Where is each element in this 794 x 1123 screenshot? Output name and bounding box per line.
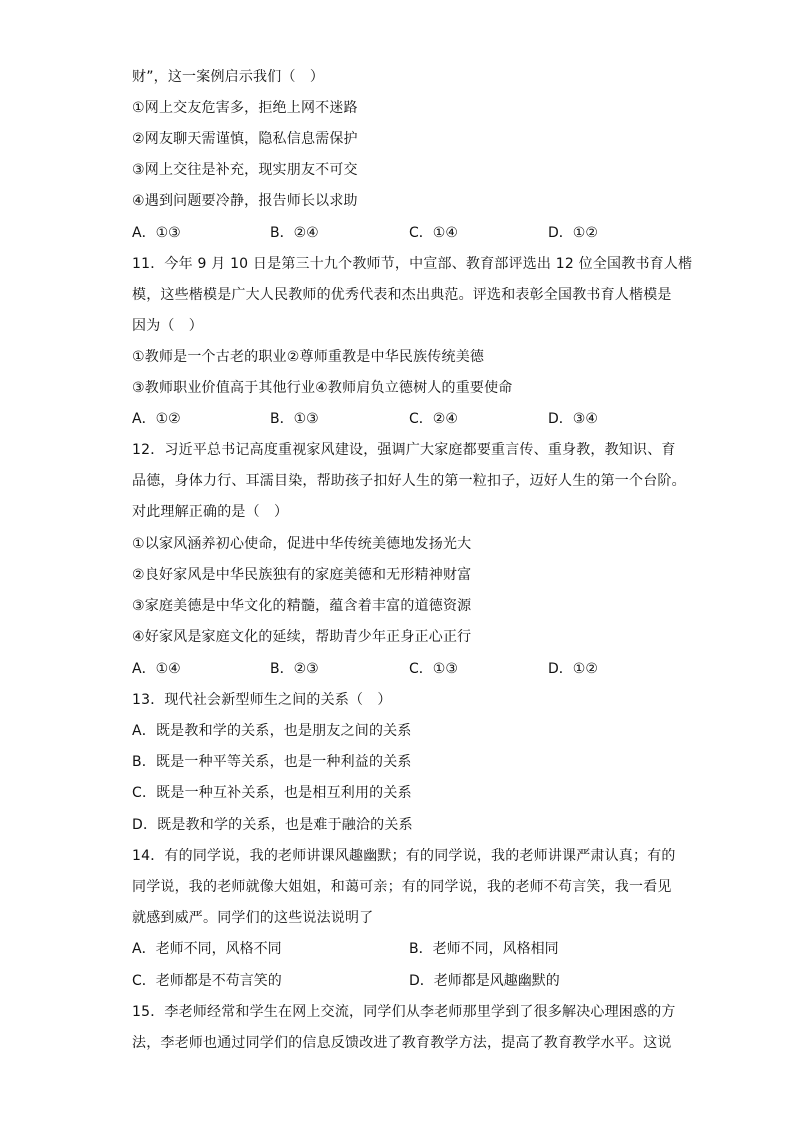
q12-option-b: B．②③ bbox=[270, 661, 319, 677]
q12-stem-line-1: 12．习近平总书记高度重视家风建设，强调广大家庭都要重言传、重身教，教知识、育 bbox=[132, 442, 676, 458]
q12-item-1: ①以家风涵养初心使命，促进中华传统美德地发扬光大 bbox=[132, 536, 472, 552]
q10-option-a: A．①③ bbox=[132, 225, 181, 241]
q12-option-d: D．①② bbox=[548, 661, 598, 677]
q11-item-2: ③教师职业价值高于其他行业④教师肩负立德树人的重要使命 bbox=[132, 380, 513, 396]
q12-item-4: ④好家风是家庭文化的延续，帮助青少年正身正心正行 bbox=[132, 629, 472, 645]
q14-option-a: A．老师不同，风格不同 bbox=[132, 941, 282, 957]
q11-stem-line-3: 因为（ ） bbox=[132, 318, 203, 334]
q12-item-2: ②良好家风是中华民族独有的家庭美德和无形精神财富 bbox=[132, 567, 472, 583]
q10-stem-tail: 财”，这一案例启示我们（ ） bbox=[132, 69, 325, 85]
q13-stem: 13．现代社会新型师生之间的关系（ ） bbox=[132, 692, 392, 708]
q13-option-c: C．既是一种互补关系，也是相互利用的关系 bbox=[132, 785, 412, 801]
q10-option-c: C．①④ bbox=[409, 225, 458, 241]
q12-stem-line-2: 品德，身体力行、耳濡目染，帮助孩子扣好人生的第一粒扣子，迈好人生的第一个台阶。 bbox=[132, 473, 686, 489]
q11-option-a: A．①② bbox=[132, 411, 181, 427]
q15-stem-line-2: 法，李老师也通过同学们的信息反馈改进了教育教学方法，提高了教育教学水平。这说 bbox=[132, 1035, 672, 1051]
q14-option-c: C．老师都是不苟言笑的 bbox=[132, 973, 282, 989]
q14-option-d: D．老师都是风趣幽默的 bbox=[409, 973, 560, 989]
q12-item-3: ③家庭美德是中华文化的精髓，蕴含着丰富的道德资源 bbox=[132, 598, 472, 614]
q15-stem-line-1: 15．李老师经常和学生在网上交流，同学们从李老师那里学到了很多解决心理困惑的方 bbox=[132, 1004, 676, 1020]
q10-option-b: B．②④ bbox=[270, 225, 319, 241]
q10-item-1: ①网上交友危害多，拒绝上网不迷路 bbox=[132, 100, 358, 116]
q14-stem-line-3: 就感到威严。同学们的这些说法说明了 bbox=[132, 910, 374, 926]
q12-option-c: C．①③ bbox=[409, 661, 458, 677]
q11-option-b: B．①③ bbox=[270, 411, 319, 427]
q11-item-1: ①教师是一个古老的职业②尊师重教是中华民族传统美德 bbox=[132, 349, 485, 365]
q13-option-b: B．既是一种平等关系，也是一种利益的关系 bbox=[132, 754, 412, 770]
q10-item-4: ④遇到问题要冷静，报告师长以求助 bbox=[132, 193, 358, 209]
q11-option-c: C．②④ bbox=[409, 411, 458, 427]
q11-stem-line-2: 模，这些楷模是广大人民教师的优秀代表和杰出典范。评选和表彰全国教书育人楷模是 bbox=[132, 287, 672, 303]
q10-item-3: ③网上交往是补充，现实朋友不可交 bbox=[132, 162, 358, 178]
q13-option-d: D．既是教和学的关系，也是难于融洽的关系 bbox=[132, 817, 413, 833]
q10-option-d: D．①② bbox=[548, 225, 598, 241]
q11-stem-line-1: 11．今年 9 月 10 日是第三十九个教师节，中宣部、教育部评选出 12 位全国教书育人楷 bbox=[132, 256, 693, 272]
q14-stem-line-1: 14．有的同学说，我的老师讲课风趣幽默；有的同学说，我的老师讲课严肃认真；有的 bbox=[132, 848, 676, 864]
q14-stem-line-2: 同学说，我的老师就像大姐姐，和蔼可亲；有的同学说，我的老师不苟言笑，我一看见 bbox=[132, 879, 672, 895]
q14-option-b: B．老师不同，风格相同 bbox=[409, 941, 559, 957]
q12-option-a: A．①④ bbox=[132, 661, 181, 677]
q10-item-2: ②网友聊天需谨慎，隐私信息需保护 bbox=[132, 131, 358, 147]
q11-option-d: D．③④ bbox=[548, 411, 598, 427]
q13-option-a: A．既是教和学的关系，也是朋友之间的关系 bbox=[132, 723, 412, 739]
q12-stem-line-3: 对此理解正确的是（ ） bbox=[132, 504, 289, 520]
